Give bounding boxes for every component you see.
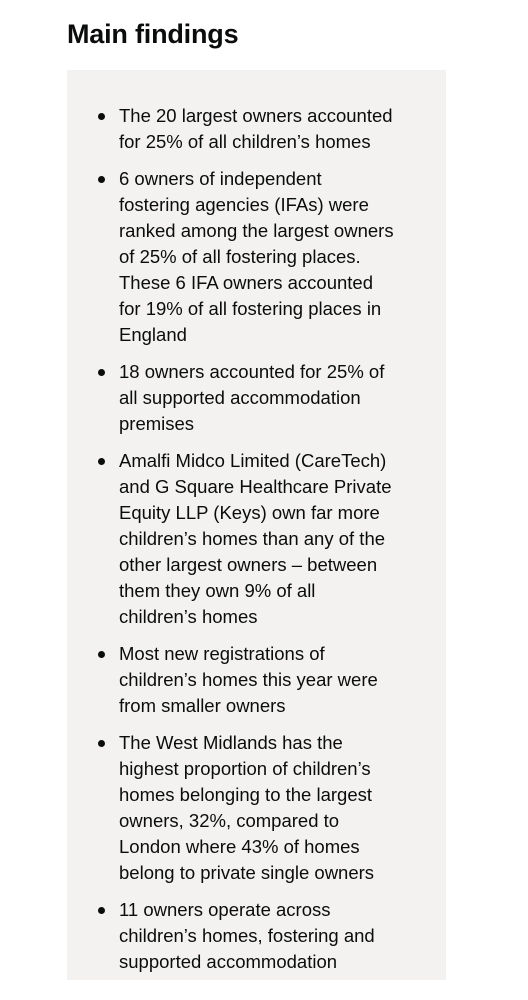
finding-text: Most new registrations of children’s homes this year were from smaller owners xyxy=(119,643,378,716)
section-heading: Main findings xyxy=(67,19,239,49)
bullet-icon xyxy=(98,176,105,183)
finding-text: The West Midlands has the highest proportion of children’s homes belonging to the largest owners, 32%, compared to London where 43% of homes belong to private single owners xyxy=(119,732,375,883)
bullet-icon xyxy=(98,369,105,376)
finding-item xyxy=(95,166,395,348)
finding-item xyxy=(95,103,395,155)
finding-text: The 20 largest owners accounted for 25% of all children’s homes xyxy=(119,105,393,152)
finding-item xyxy=(95,897,395,975)
finding-item xyxy=(95,730,395,886)
findings-list xyxy=(95,103,395,986)
finding-text: Amalfi Midco Limited (CareTech) and G Square Healthcare Private Equity LLP (Keys) own far more children’s homes than any of the other largest owners – between them they own 9% of all children’s homes xyxy=(119,450,392,627)
bullet-icon xyxy=(98,740,105,747)
finding-item xyxy=(95,359,395,437)
finding-item xyxy=(95,448,395,630)
bullet-icon xyxy=(98,113,105,120)
bullet-icon xyxy=(98,458,105,465)
finding-item xyxy=(95,641,395,719)
finding-text: 11 owners operate across children’s homes, fostering and supported accommodation xyxy=(119,899,375,972)
finding-text: 6 owners of independent fostering agencies (IFAs) were ranked among the largest owners of 25% of all fostering places. These 6 IFA owners accounted for 19% of all fostering places in England xyxy=(119,168,394,345)
finding-text: 18 owners accounted for 25% of all supported accommodation premises xyxy=(119,361,385,434)
bullet-icon xyxy=(98,907,105,914)
findings-panel xyxy=(67,70,446,980)
bullet-icon xyxy=(98,651,105,658)
